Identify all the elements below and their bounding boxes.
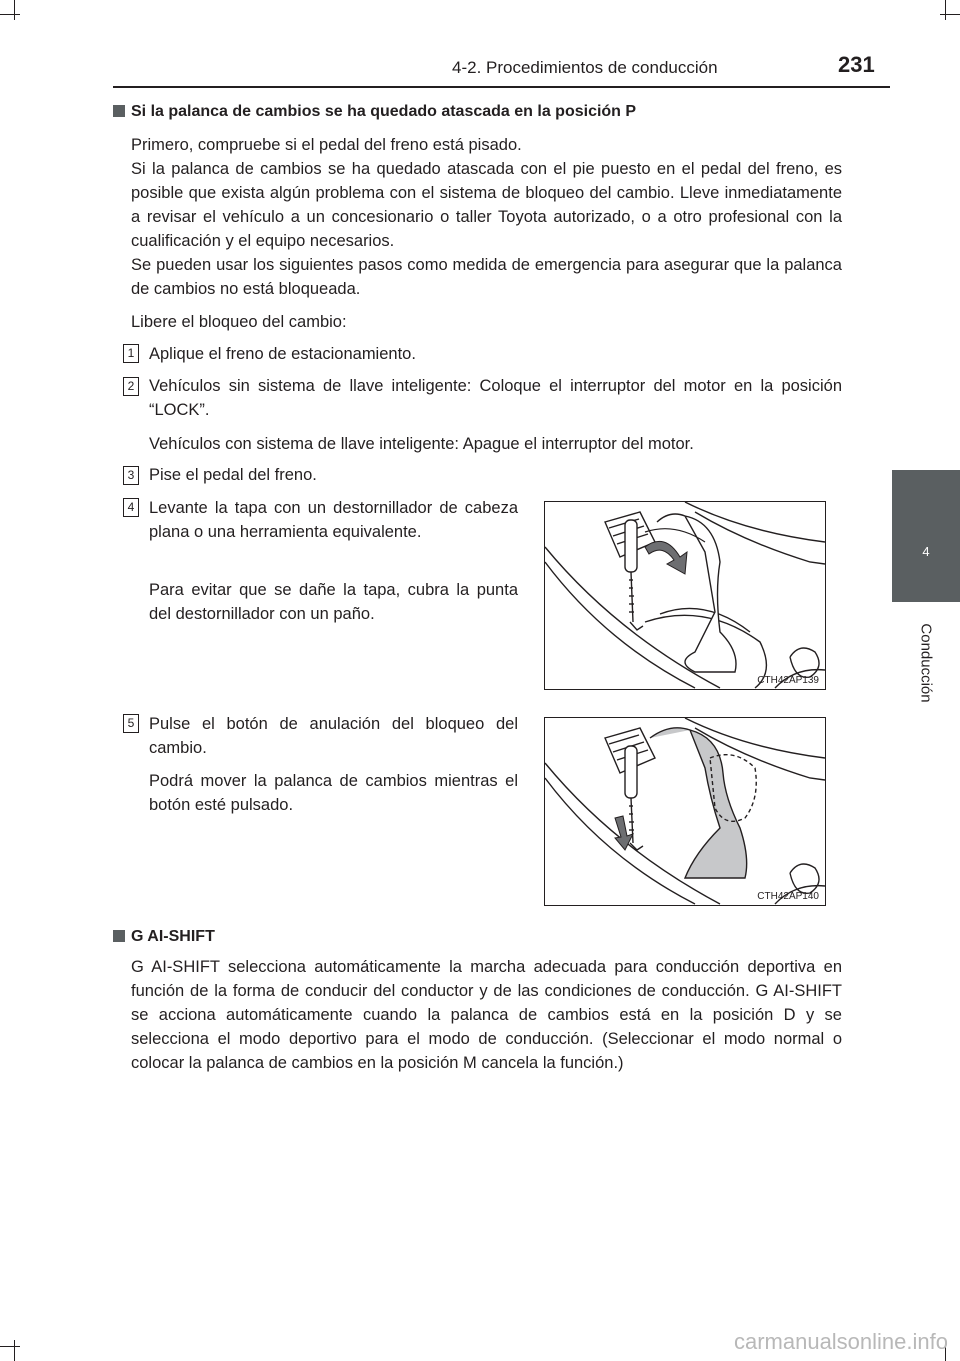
- step-number-4: 4: [123, 498, 139, 517]
- chapter-tab: [892, 470, 960, 602]
- crop-mark: [0, 14, 20, 15]
- shift-lever-illustration: [545, 502, 825, 689]
- heading-ai-shift: G AI-SHIFT: [113, 928, 215, 946]
- step-4-text: Levante la tapa con un destornillador de cabeza plana o una herramienta equivalente.: [149, 499, 518, 541]
- step-5-note: Podrá mover la palanca de cambios mientras el botón esté pulsado.: [149, 772, 518, 814]
- step-number-1: 1: [123, 344, 139, 363]
- chapter-number: 4: [922, 544, 930, 559]
- line-shift-lock-problem: Si la palanca de cambios se ha quedado atascada con el pie puesto en el pedal del freno, es posible que exista algún problema con el sistema de bloqueo del cambio. Lleve inmediatamente a revisar el vehículo a un concesionario o taller Toyota autorizado, o a otro profesional con la cualificación y el equipo necesarios.: [131, 160, 842, 250]
- line-emergency-steps: Se pueden usar los siguientes pasos como medida de emergencia para asegurar que la palanca de cambios no está bloqueada.: [131, 256, 842, 298]
- step-number-2: 2: [123, 377, 139, 396]
- watermark: carmanualsonline.info: [733, 1329, 948, 1354]
- intro-paragraph: [131, 133, 842, 301]
- step-4-note: Para evitar que se dañe la tapa, cubra la punta del destornillador con un paño.: [149, 581, 518, 623]
- crop-mark: [14, 1340, 15, 1361]
- crop-mark: [945, 0, 946, 20]
- crop-mark: [14, 0, 15, 20]
- heading-square-icon: [113, 105, 125, 117]
- crop-mark: [940, 14, 960, 15]
- chapter-label: Conducción: [917, 623, 935, 703]
- ai-shift-paragraph: G AI-SHIFT selecciona automáticamente la marcha adecuada para conducción deportiva en función de la forma de conducir del conductor y de las condiciones de conducción. G AI-SHIFT se acciona automáticamente cuando la palanca de cambios está en la posición D y se selecciona el modo deportivo para el modo de conducción. (Seleccionar el modo normal o colocar la palanca de cambios en la posición M cancela la función.): [131, 958, 842, 1072]
- crop-mark: [0, 1346, 20, 1347]
- header-rule: [113, 86, 890, 88]
- heading-square-icon: [113, 930, 125, 942]
- figure-code-2: CTH42AP140: [757, 891, 819, 902]
- figure-code-1: CTH42AP139: [757, 675, 819, 686]
- step-number-5: 5: [123, 714, 139, 733]
- step-number-3: 3: [123, 466, 139, 485]
- step-2-text: Vehículos sin sistema de llave inteligente: Coloque el interruptor del motor en la posición “LOCK”.: [149, 377, 842, 419]
- step-2-note: Vehículos con sistema de llave inteligente: Apague el interruptor del motor.: [149, 435, 694, 453]
- section-title: 4-2. Procedimientos de conducción: [452, 58, 718, 77]
- release-intro: Libere el bloqueo del cambio:: [131, 313, 347, 331]
- figure-lift-cover: [544, 501, 826, 690]
- heading-stuck-lever: Si la palanca de cambios se ha quedado atascada en la posición P: [113, 103, 636, 121]
- step-3-text: Pise el pedal del freno.: [149, 466, 317, 484]
- shift-lever-override-illustration: [545, 718, 825, 905]
- figure-press-override: [544, 717, 826, 906]
- step-1-text: Aplique el freno de estacionamiento.: [149, 345, 416, 363]
- line-brake-check: Primero, compruebe si el pedal del freno está pisado.: [131, 136, 522, 154]
- step-5-text: Pulse el botón de anulación del bloqueo del cambio.: [149, 715, 518, 757]
- page-number: 231: [838, 52, 875, 77]
